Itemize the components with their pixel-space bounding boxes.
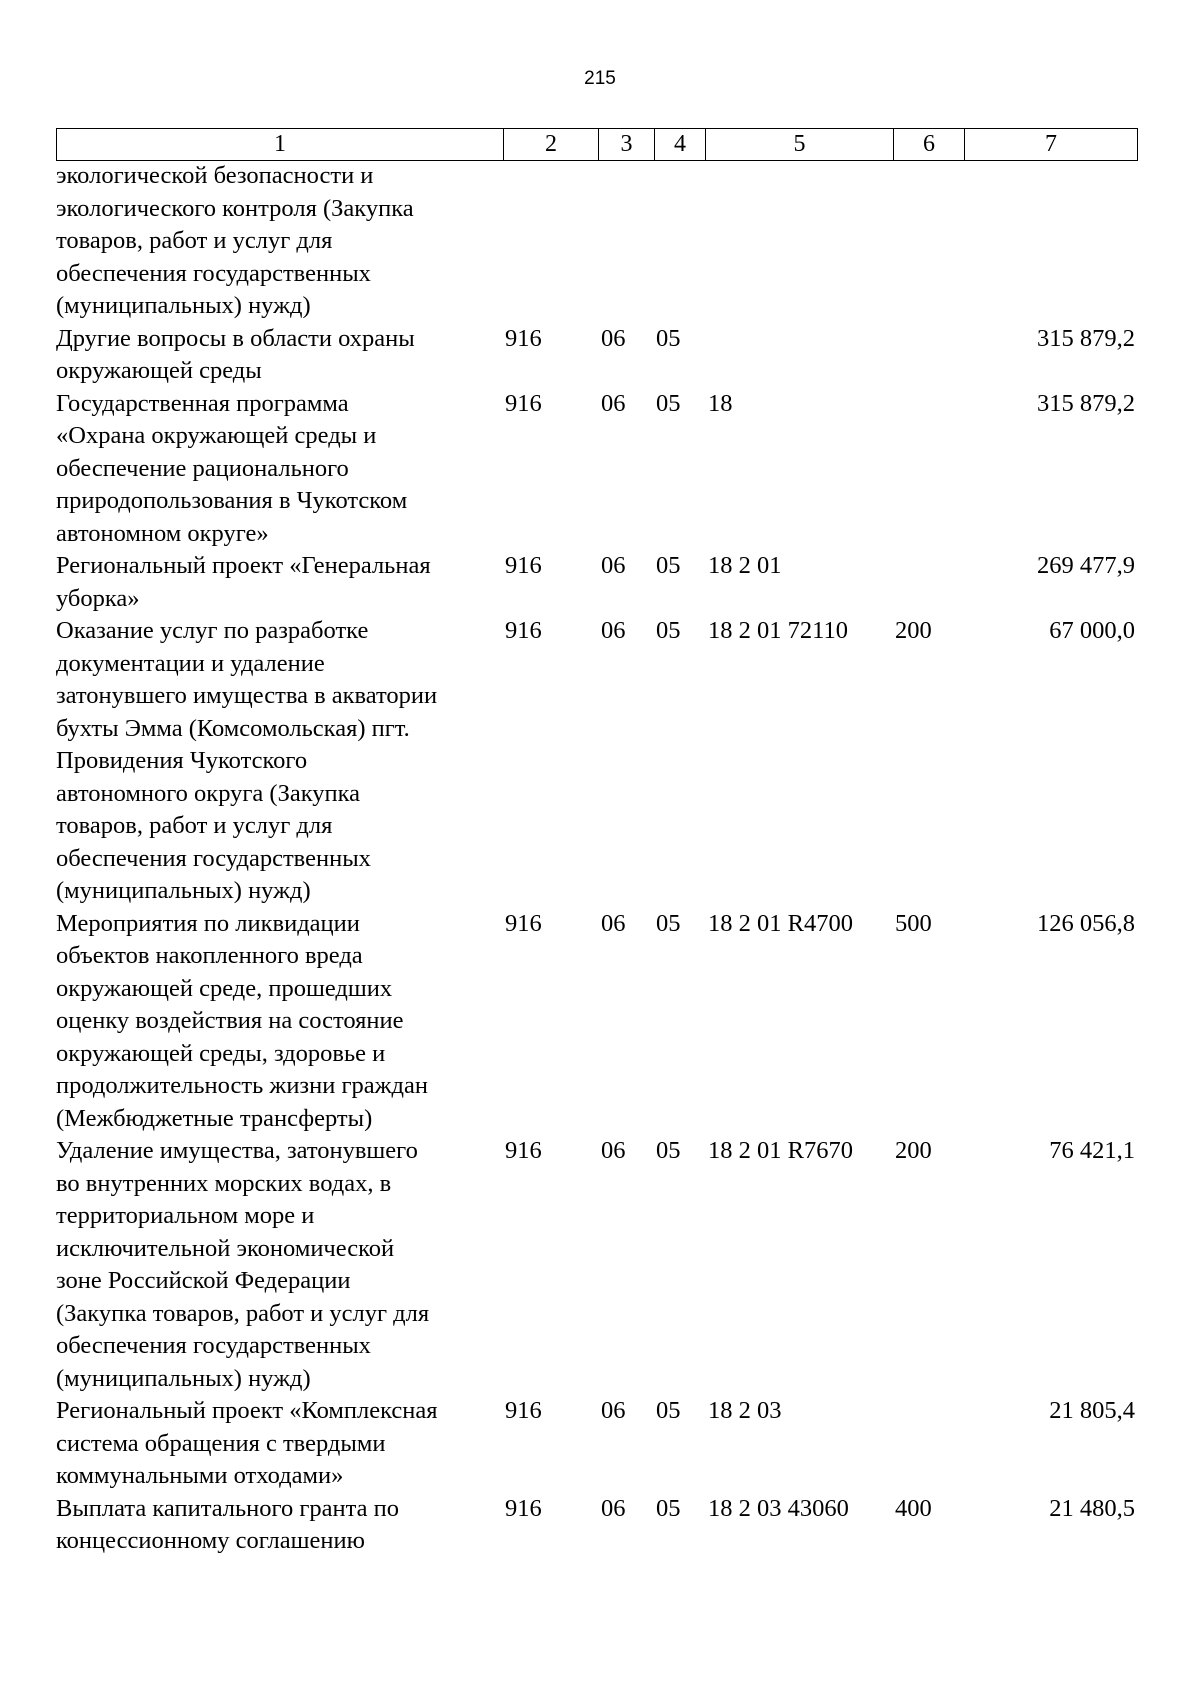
item-name-line: товаров, работ и услуг для: [56, 812, 333, 839]
table-row: [56, 615, 1137, 908]
item-name-line: (Межбюджетные трансферты): [56, 1104, 373, 1132]
target-article-cell: 18: [708, 389, 733, 417]
budget-table-body: [56, 160, 1137, 1558]
subsection-cell: 05: [656, 552, 681, 579]
section-cell: [598, 160, 654, 323]
expense-type-cell: 200: [895, 617, 932, 644]
amount-cell: 21 480,5: [1049, 1494, 1135, 1522]
item-name-line: товаров, работ и услуг для: [56, 227, 333, 254]
section-cell: 06: [601, 617, 626, 644]
item-name-line: коммунальными отходами»: [56, 1462, 344, 1489]
item-name-line: окружающей среде, прошедших: [56, 974, 393, 1002]
ministry-code-cell: [503, 160, 598, 323]
item-name-line: Региональный проект «Генеральная: [56, 552, 431, 579]
item-name-line: документации и удаление: [56, 649, 325, 677]
target-article-cell: [705, 323, 893, 388]
target-article-cell: 18 2 01 R7670: [708, 1137, 853, 1164]
item-name-line: уборка»: [56, 584, 140, 612]
subsection-cell: 05: [656, 909, 681, 937]
item-name-line: концессионному соглашению: [56, 1527, 365, 1554]
item-name-line: экологической безопасности и: [56, 162, 374, 189]
ministry-code-cell: 916: [505, 617, 542, 644]
item-name-cell: [56, 1135, 503, 1395]
item-name-cell: [56, 908, 503, 1136]
table-row: [56, 323, 1137, 388]
table-row: [56, 1493, 1137, 1558]
item-name-line: (муниципальных) нужд): [56, 1364, 311, 1392]
item-name-line: экологического контроля (Закупка: [56, 194, 414, 222]
ministry-code-cell: 916: [505, 1397, 542, 1424]
section-cell: 06: [601, 1397, 626, 1424]
expense-type-cell: [893, 323, 964, 388]
item-name-cell: [56, 550, 503, 615]
item-name-cell: [56, 160, 503, 323]
item-name-line: окружающей среды: [56, 357, 262, 384]
target-article-cell: [705, 160, 893, 323]
amount-cell: [964, 160, 1137, 323]
item-name-line: Оказание услуг по разработке: [56, 617, 369, 644]
expense-type-cell: [893, 550, 964, 615]
item-name-cell: [56, 388, 503, 551]
ministry-code-cell: 916: [505, 1137, 542, 1164]
expense-type-cell: [893, 1395, 964, 1493]
item-name-line: территориальном море и: [56, 1202, 315, 1229]
item-name-line: (муниципальных) нужд): [56, 292, 311, 319]
column-header-4: 4: [655, 129, 706, 161]
section-cell: 06: [601, 552, 626, 579]
item-name-line: во внутренних морских водах, в: [56, 1169, 392, 1197]
item-name-line: природопользования в Чукотском: [56, 487, 408, 514]
expense-type-cell: [893, 160, 964, 323]
ministry-code-cell: 916: [505, 909, 542, 937]
section-cell: 06: [601, 324, 626, 352]
item-name-line: система обращения с твердыми: [56, 1429, 386, 1457]
expense-type-cell: [893, 388, 964, 551]
column-header-3: 3: [599, 129, 655, 161]
expense-type-cell: 500: [895, 909, 932, 937]
amount-cell: 315 879,2: [1037, 389, 1135, 417]
target-article-cell: 18 2 01: [708, 552, 782, 579]
amount-cell: 76 421,1: [1049, 1137, 1135, 1164]
subsection-cell: 05: [656, 1494, 681, 1522]
section-cell: 06: [601, 1494, 626, 1522]
table-row: [56, 1395, 1137, 1493]
amount-cell: 269 477,9: [1037, 552, 1135, 579]
subsection-cell: 05: [656, 617, 681, 644]
ministry-code-cell: 916: [505, 324, 542, 352]
column-header-7: 7: [965, 129, 1138, 161]
item-name-cell: [56, 1493, 503, 1558]
ministry-code-cell: 916: [505, 1494, 542, 1522]
expense-type-cell: 400: [895, 1494, 932, 1522]
ministry-code-cell: 916: [505, 552, 542, 579]
item-name-line: Выплата капитального гранта по: [56, 1494, 400, 1522]
item-name-line: оценку воздействия на состояние: [56, 1007, 404, 1034]
expense-type-cell: 200: [895, 1137, 932, 1164]
amount-cell: 67 000,0: [1049, 617, 1135, 644]
item-name-line: Региональный проект «Комплексная: [56, 1397, 438, 1424]
amount-cell: 126 056,8: [1037, 909, 1135, 937]
item-name-line: бухты Эмма (Комсомольская) пгт.: [56, 714, 410, 742]
subsection-cell: [654, 160, 705, 323]
amount-cell: 21 805,4: [1049, 1397, 1135, 1424]
subsection-cell: 05: [656, 389, 681, 417]
item-name-line: автономном округе»: [56, 519, 269, 547]
item-name-line: (муниципальных) нужд): [56, 877, 311, 904]
column-number-row: [57, 129, 1138, 161]
table-row: [56, 388, 1137, 551]
subsection-cell: 05: [656, 1137, 681, 1164]
item-name-line: обеспечения государственных: [56, 259, 371, 287]
section-cell: 06: [601, 909, 626, 937]
item-name-line: «Охрана окружающей среды и: [56, 422, 377, 449]
subsection-cell: 05: [656, 324, 681, 352]
amount-cell: 315 879,2: [1037, 324, 1135, 352]
item-name-line: зоне Российской Федерации: [56, 1267, 351, 1294]
item-name-line: продолжительность жизни граждан: [56, 1072, 429, 1099]
table-row: [56, 550, 1137, 615]
item-name-cell: [56, 323, 503, 388]
column-header-1: 1: [57, 129, 504, 161]
item-name-line: объектов накопленного вреда: [56, 942, 363, 969]
budget-table: [56, 160, 1137, 1558]
page-number: 215: [584, 68, 616, 89]
item-name-line: автономного округа (Закупка: [56, 779, 361, 807]
item-name-line: Провидения Чукотского: [56, 747, 308, 774]
item-name-line: затонувшего имущества в акватории: [56, 682, 438, 709]
target-article-cell: 18 2 01 72110: [708, 617, 848, 644]
item-name-line: Другие вопросы в области охраны: [56, 324, 415, 352]
table-row: [56, 160, 1137, 323]
section-cell: 06: [601, 1137, 626, 1164]
column-header-5: 5: [706, 129, 894, 161]
column-header-2: 2: [504, 129, 599, 161]
item-name-cell: [56, 1395, 503, 1493]
item-name-cell: [56, 615, 503, 908]
section-cell: 06: [601, 389, 626, 417]
column-header-6: 6: [894, 129, 965, 161]
table-row: [56, 1135, 1137, 1395]
item-name-line: обеспечения государственных: [56, 1332, 371, 1359]
item-name-line: окружающей среды, здоровье и: [56, 1039, 386, 1067]
item-name-line: (Закупка товаров, работ и услуг для: [56, 1299, 430, 1327]
item-name-line: Государственная программа: [56, 389, 349, 417]
ministry-code-cell: 916: [505, 389, 542, 417]
column-header-table: [56, 128, 1138, 161]
target-article-cell: 18 2 01 R4700: [708, 909, 853, 937]
subsection-cell: 05: [656, 1397, 681, 1424]
item-name-line: обеспечения государственных: [56, 844, 371, 872]
item-name-line: Мероприятия по ликвидации: [56, 909, 360, 937]
target-article-cell: 18 2 03: [708, 1397, 782, 1424]
item-name-line: обеспечение рационального: [56, 454, 349, 482]
table-row: [56, 908, 1137, 1136]
item-name-line: Удаление имущества, затонувшего: [56, 1137, 418, 1164]
target-article-cell: 18 2 03 43060: [708, 1494, 849, 1522]
item-name-line: исключительной экономической: [56, 1234, 395, 1262]
